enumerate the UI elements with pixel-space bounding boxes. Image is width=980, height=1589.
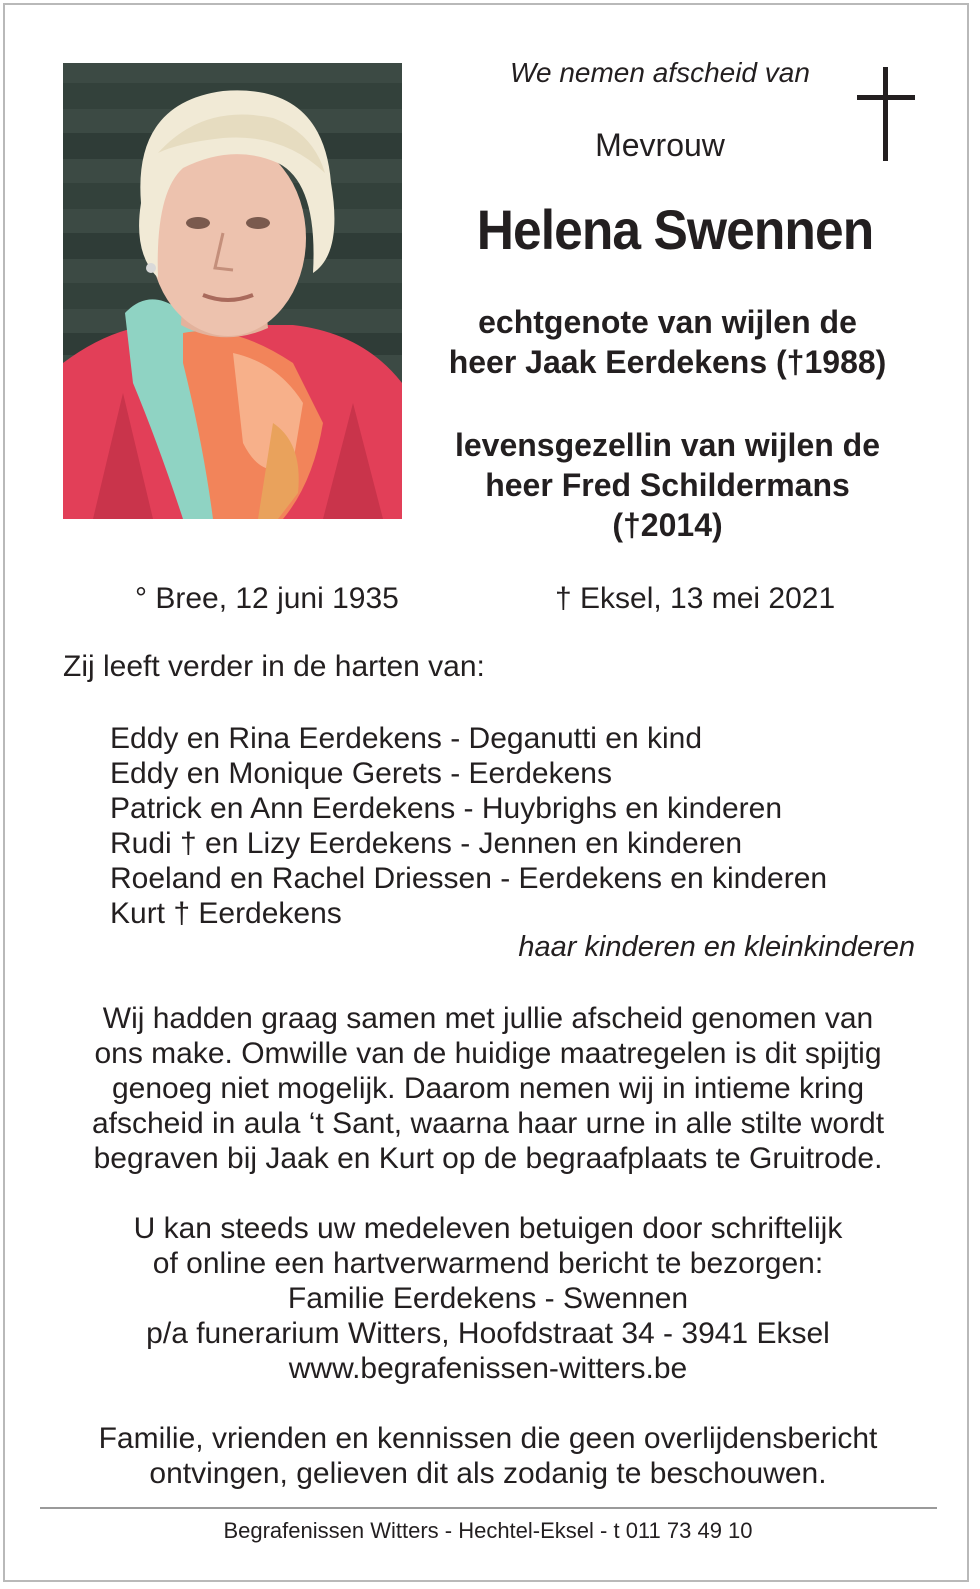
list-item: Kurt † Eerdekens — [110, 897, 342, 930]
relation-spouse — [410, 302, 925, 382]
relation-line: (†2014) — [612, 507, 723, 543]
list-item: Patrick en Ann Eerdekens - Huybrighs en kinderen — [110, 792, 783, 825]
portrait-photo — [63, 63, 402, 519]
obituary-card — [3, 3, 969, 1582]
paragraph-line: ons make. Omwille van de huidige maatregelen is dit spijtig — [94, 1037, 882, 1070]
survivors-lead: Zij leeft verder in de harten van: — [63, 650, 485, 683]
list-item: Rudi † en Lizy Eerdekens - Jennen en kinderen — [110, 827, 743, 860]
death-date: † Eksel, 13 mei 2021 — [555, 582, 836, 615]
notice-paragraph — [45, 1421, 931, 1491]
intro-text: We nemen afscheid van — [510, 57, 810, 88]
paragraph-line: Familie Eerdekens - Swennen — [287, 1282, 689, 1315]
paragraph-line: begraven bij Jaak en Kurt op de begraafplaats te Gruitrode. — [93, 1142, 883, 1175]
farewell-paragraph — [45, 1001, 931, 1176]
divider — [40, 1507, 937, 1509]
paragraph-line: Familie, vrienden en kennissen die geen overlijdensbericht — [98, 1422, 878, 1455]
website-link[interactable]: www.begrafenissen-witters.be — [288, 1352, 688, 1385]
birth-date: ° Bree, 12 juni 1935 — [135, 582, 399, 615]
list-item: Eddy en Monique Gerets - Eerdekens — [110, 757, 612, 790]
list-item: Roeland en Rachel Driessen - Eerdekens en kinderen — [110, 862, 828, 895]
relation-line: echtgenote van wijlen de — [478, 304, 857, 340]
deceased-name: Helena Swennen — [476, 198, 874, 261]
paragraph-line: U kan steeds uw medeleven betuigen door schriftelijk — [133, 1212, 843, 1245]
paragraph-line: of online een hartverwarmend bericht te bezorgen: — [152, 1247, 824, 1280]
paragraph-line: ontvingen, gelieven dit als zodanig te beschouwen. — [149, 1457, 827, 1490]
paragraph-line: genoeg niet mogelijk. Daarom nemen wij in intieme kring — [111, 1072, 865, 1105]
relation-line: heer Fred Schildermans — [485, 467, 850, 503]
list-item: Eddy en Rina Eerdekens - Deganutti en kind — [110, 722, 703, 755]
relation-partner — [410, 425, 925, 545]
paragraph-line: p/a funerarium Witters, Hoofdstraat 34 - 3941 Eksel — [146, 1317, 830, 1350]
relation-line: heer Jaak Eerdekens (†1988) — [448, 344, 887, 380]
paragraph-line: afscheid in aula ‘t Sant, waarna haar urne in alle stilte wordt — [91, 1107, 885, 1140]
condolence-paragraph — [45, 1211, 931, 1386]
paragraph-line: Wij hadden graag samen met jullie afscheid genomen van — [102, 1002, 874, 1035]
family-signoff: haar kinderen en kleinkinderen — [518, 931, 915, 963]
relation-line: levensgezellin van wijlen de — [454, 427, 881, 463]
honorific: Mevrouw — [595, 127, 725, 163]
footer-funeral-home: Begrafenissen Witters - Hechtel-Eksel - t 011 73 49 10 — [223, 1518, 753, 1543]
family-list — [110, 721, 827, 931]
